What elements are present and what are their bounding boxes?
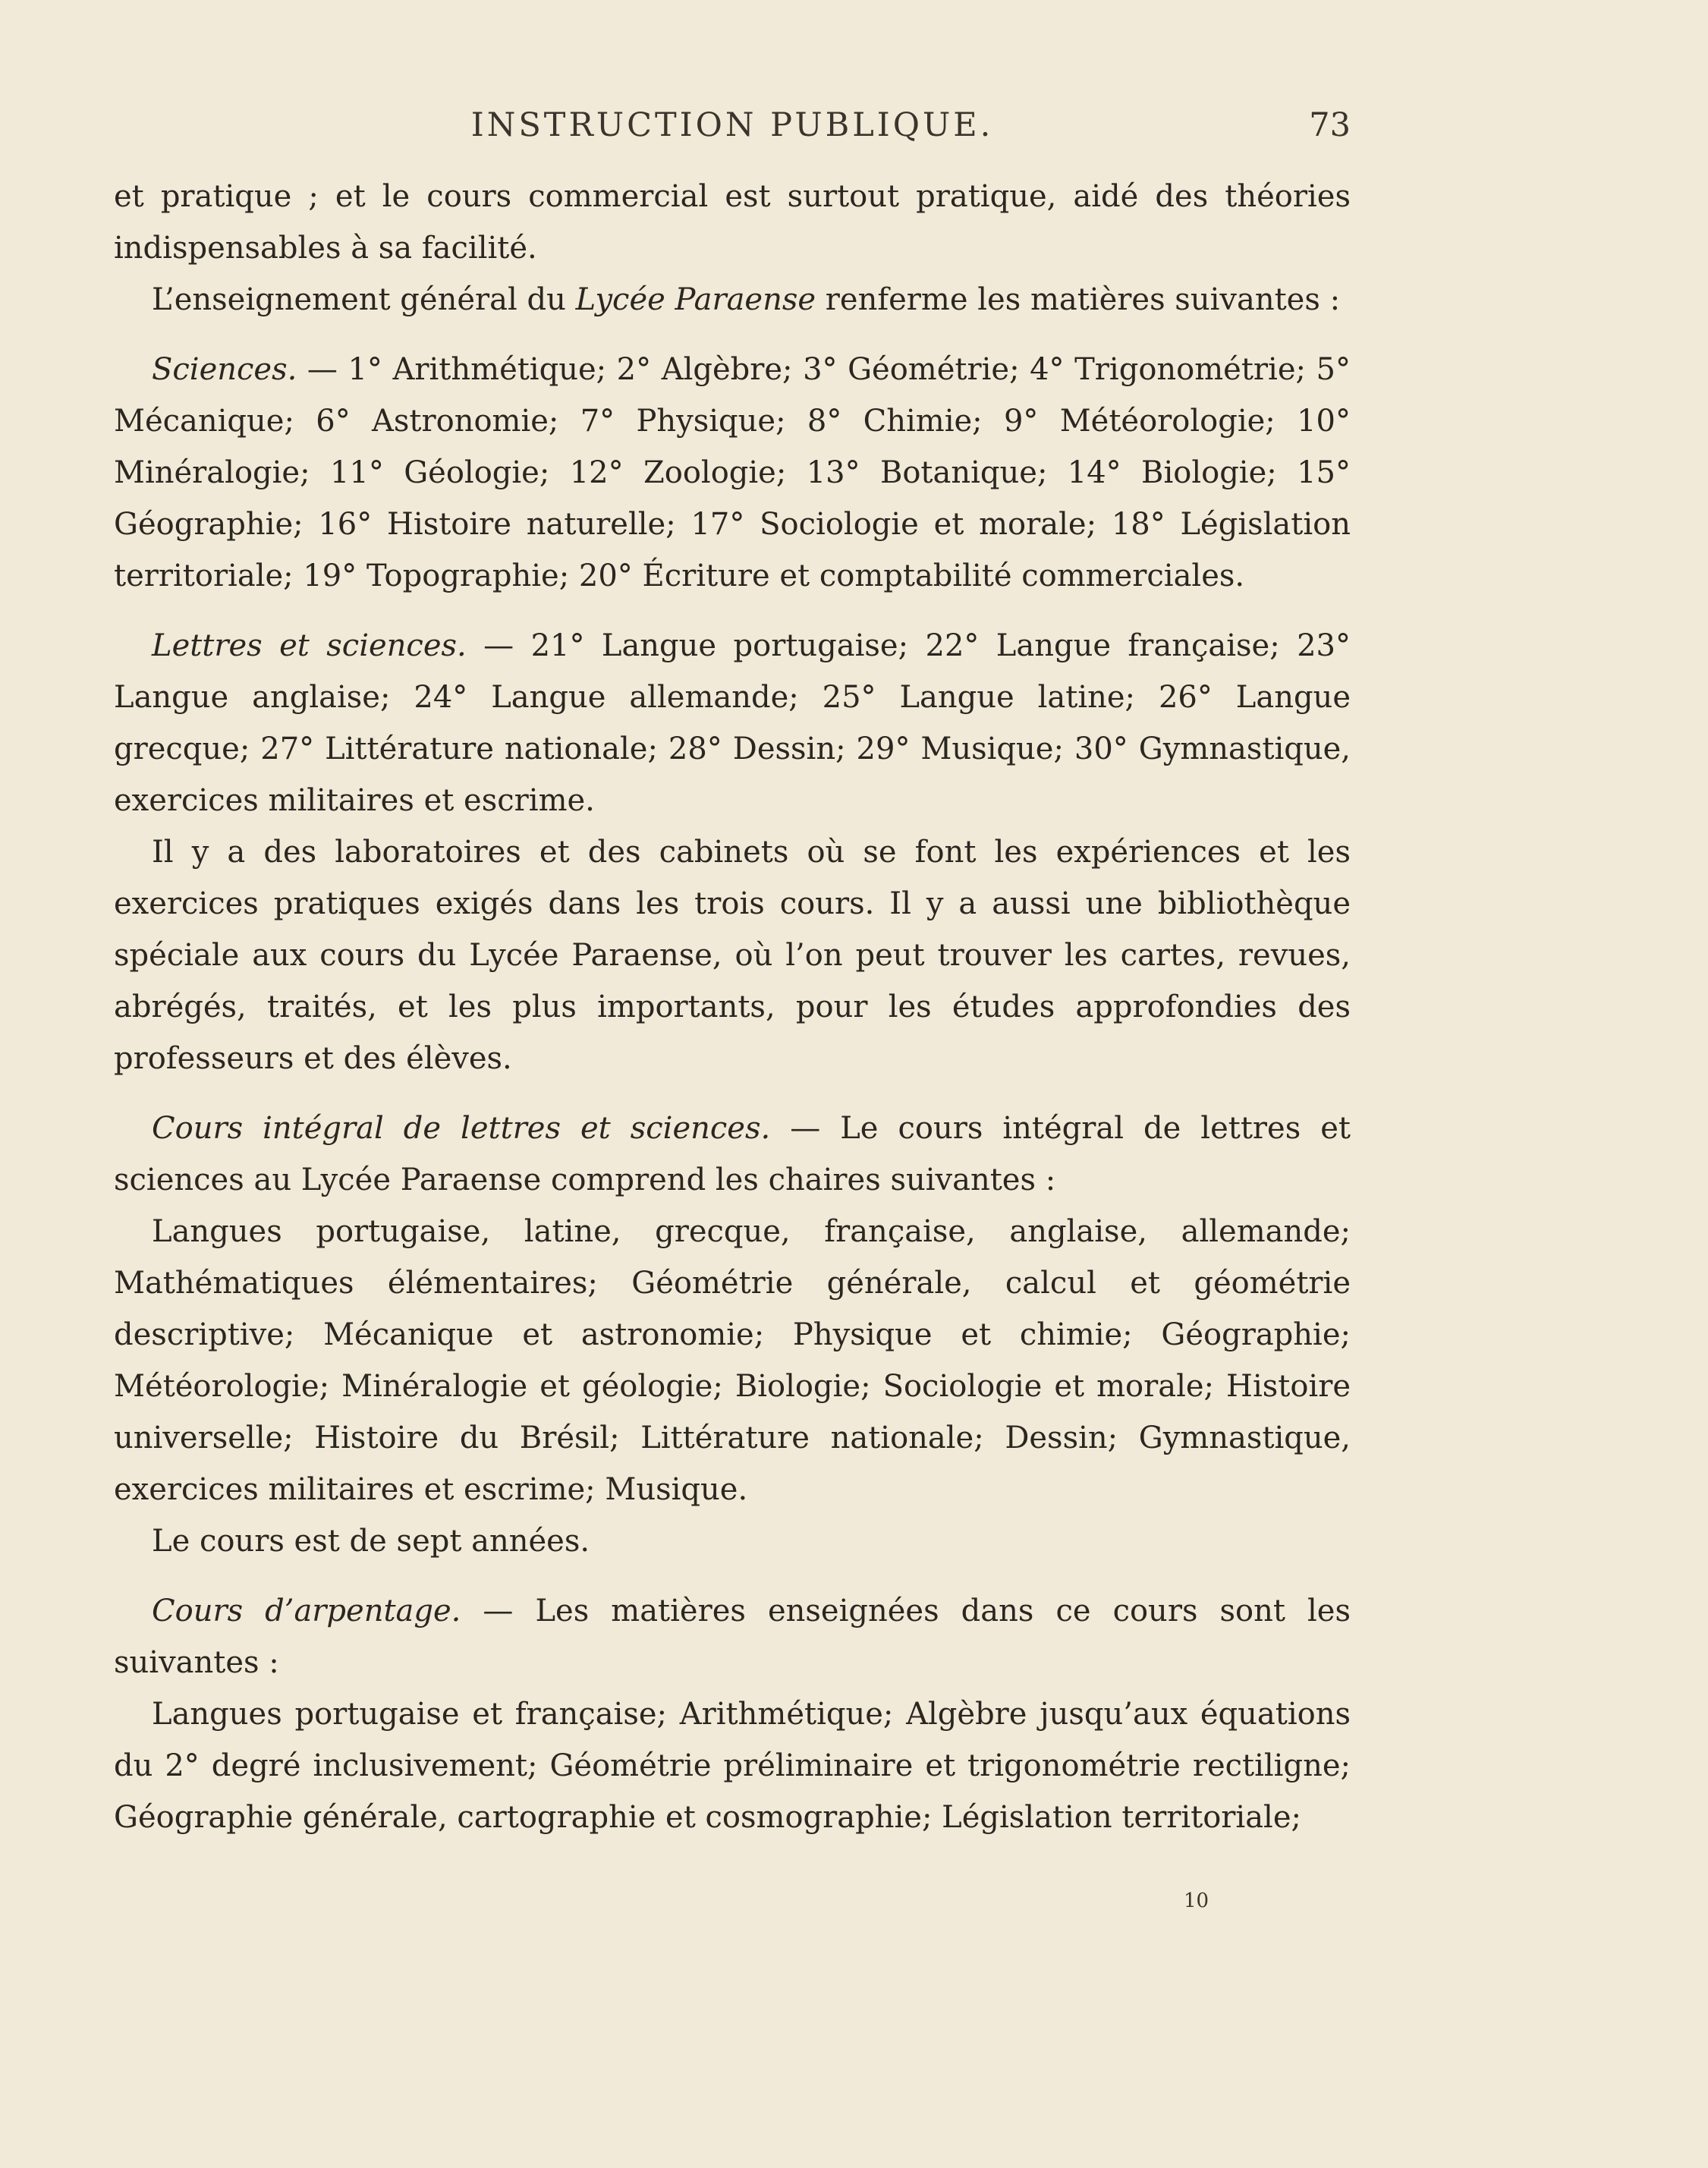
section-label-integral: Cours intégral de lettres et sciences. <box>152 1111 771 1146</box>
lettres-list: — 21° Langue portugaise; 22° Langue française; 23° Langue anglaise; 24° Langue allemande; 25° Langue latine; 26° Langue grecque; 27° Littérature nationale; 28° Dessin; 29° Musique; 30° Gymnastique, exercices militaires et escrime. <box>114 628 1351 818</box>
section-label-arpentage: Cours d’arpentage. <box>152 1594 461 1628</box>
paragraph-duration: Le cours est de sept années. <box>152 1524 590 1559</box>
paragraph-cours-integral <box>114 1103 1351 1206</box>
paragraph-chaires-list: Langues portugaise, latine, grecque, française, anglaise, allemande; Mathématiques élémentaires; Géométrie générale, calcul et géométrie descriptive; Mécanique et astronomie; Physique et chimie; Géographie; Météorologie; Minéralogie et géologie; Biologie; Sociologie et morale; Histoire universelle; Histoire du Brésil; Littérature nationale; Dessin; Gymnastique, exercices militaires et escrime; Musique. <box>114 1214 1351 1507</box>
paragraph-laboratories: Il y a des laboratoires et des cabinets où se font les expériences et les exercices pratiques exigés dans les trois cours. Il y a aussi une bibliothèque spéciale aux cours du Lycée Paraense, où l’on peut trouver les cartes, revues, abrégés, traités, et les plus importants, pour les études approfondies des professeurs et des élèves. <box>114 835 1351 1076</box>
running-title: INSTRUCTION PUBLIQUE. <box>470 106 994 144</box>
section-label-sciences: Sciences. <box>152 352 297 387</box>
paragraph-intro-continued: et pratique ; et le cours commercial est surtout pratique, aidé des théories indispensables à sa facilité. <box>114 179 1351 266</box>
printer-signature: 10 <box>1184 1890 1209 1912</box>
arpentage-intro: — Les matières enseignées dans ce cours sont les suivantes : <box>114 1594 1351 1680</box>
text-run: L’enseignement général du <box>152 282 576 317</box>
paragraph-general-teaching <box>114 274 1351 326</box>
lycee-name-italic: Lycée Paraense <box>575 282 816 317</box>
page-header <box>114 106 1351 152</box>
paragraph-lettres-sciences <box>114 620 1351 826</box>
section-label-lettres: Lettres et sciences. <box>152 628 467 663</box>
integral-intro: — Le cours intégral de lettres et sciences au Lycée Paraense comprend les chaires suivantes : <box>114 1111 1351 1197</box>
page-number: 73 <box>1309 106 1351 144</box>
paragraph-sciences <box>114 344 1351 602</box>
sciences-list: — 1° Arithmétique; 2° Algèbre; 3° Géométrie; 4° Trigonométrie; 5° Mécanique; 6° Astronomie; 7° Physique; 8° Chimie; 9° Météorologie; 10° Minéralogie; 11° Géologie; 12° Zoologie; 13° Botanique; 14° Biologie; 15° Géographie; 16° Histoire naturelle; 17° Sociologie et morale; 18° Législation territoriale; 19° Topographie; 20° Écriture et comptabilité commerciales. <box>114 352 1351 593</box>
paragraph-cours-arpentage <box>114 1585 1351 1688</box>
paragraph-arpentage-list: Langues portugaise et française; Arithmétique; Algèbre jusqu’aux équations du 2° degré inclusivement; Géométrie préliminaire et trigonométrie rectiligne; Géographie générale, cartographie et cosmographie; Législation territoriale; <box>114 1697 1351 1835</box>
text-run: renferme les matières suivantes : <box>816 282 1341 317</box>
body-text <box>114 171 1351 1843</box>
